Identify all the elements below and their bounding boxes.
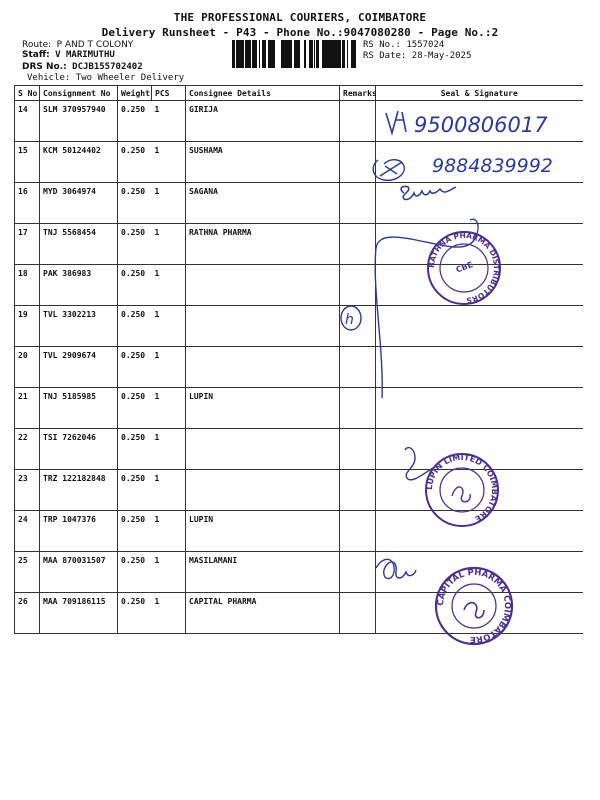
barcode-bar — [281, 40, 283, 68]
table-row — [15, 429, 583, 470]
row-consignee: RATHNA PHARMA — [186, 224, 340, 265]
barcode-bar — [324, 40, 325, 68]
row-weight: 0.250 — [118, 142, 152, 183]
table-row — [15, 265, 583, 306]
drs-label: DRS No.: — [22, 62, 67, 72]
row-sno: 17 — [15, 224, 40, 265]
row-pcs: 1 — [152, 183, 186, 224]
col-sno: S No — [15, 86, 40, 101]
lupin-stamp-text: LUPIN LIMITED COIMBATORE — [424, 452, 500, 524]
table-row — [15, 183, 583, 224]
staff-line — [22, 50, 115, 61]
row-consignment: TVL 3302213 — [40, 306, 118, 347]
row-weight: 0.250 — [118, 347, 152, 388]
barcode-bar — [316, 40, 317, 68]
barcode-bar — [234, 40, 235, 68]
barcode-bar — [322, 40, 324, 68]
runsheet-table — [14, 85, 583, 634]
row-sno: 19 — [15, 306, 40, 347]
row-weight: 0.250 — [118, 183, 152, 224]
row-consignment: TSI 7262046 — [40, 429, 118, 470]
barcode-bar — [238, 40, 240, 68]
barcode-bar — [309, 40, 310, 68]
row-seal-signature — [376, 142, 583, 183]
barcode — [232, 40, 356, 68]
vehicle-line — [27, 73, 184, 84]
barcode-bar — [259, 40, 260, 68]
barcode-bar — [268, 40, 269, 68]
row-remarks — [340, 470, 376, 511]
row-sno: 26 — [15, 593, 40, 634]
barcode-bar — [327, 40, 328, 68]
row-consignment: MAA 709186115 — [40, 593, 118, 634]
svg-text:CBE: CBE — [454, 260, 475, 275]
phone-row14-text: 9500806017 — [414, 113, 548, 137]
barcode-bar — [285, 40, 288, 68]
row-seal-signature — [376, 470, 583, 511]
table-row — [15, 470, 583, 511]
barcode-bar — [329, 40, 330, 68]
row-weight: 0.250 — [118, 511, 152, 552]
barcode-bar — [312, 40, 313, 68]
row-consignee: MASILAMANI — [186, 552, 340, 593]
row-consignment: PAK 386983 — [40, 265, 118, 306]
row-seal-signature — [376, 388, 583, 429]
barcode-bar — [336, 40, 338, 68]
row-pcs: 1 — [152, 265, 186, 306]
table-row — [15, 593, 583, 634]
row-sno: 18 — [15, 265, 40, 306]
row-sno: 15 — [15, 142, 40, 183]
row-seal-signature — [376, 429, 583, 470]
row-consignee: LUPIN — [186, 388, 340, 429]
barcode-bar — [241, 40, 243, 68]
barcode-bar — [334, 40, 336, 68]
row-pcs: 1 — [152, 429, 186, 470]
row-remarks — [340, 593, 376, 634]
barcode-bar — [232, 40, 233, 68]
barcode-bar — [353, 40, 356, 68]
row-pcs: 1 — [152, 511, 186, 552]
row-consignment: TRP 1047376 — [40, 511, 118, 552]
staff-label: Staff: — [22, 50, 50, 60]
row-seal-signature — [376, 347, 583, 388]
capital-stamp-text: CAPITAL PHARMA COIMBATORE — [435, 567, 513, 645]
row-consignment: TRZ 122182848 — [40, 470, 118, 511]
table-row — [15, 511, 583, 552]
barcode-bar — [265, 40, 266, 68]
row-remarks — [340, 142, 376, 183]
rs-date-line — [363, 51, 471, 62]
barcode-bar — [264, 40, 265, 68]
col-consignee: Consignee Details — [186, 86, 340, 101]
row-remarks — [340, 183, 376, 224]
row-consignee: SAGANA — [186, 183, 340, 224]
row-weight: 0.250 — [118, 593, 152, 634]
barcode-bar — [304, 40, 305, 68]
row-sno: 24 — [15, 511, 40, 552]
barcode-bar — [249, 40, 251, 68]
row-weight: 0.250 — [118, 552, 152, 593]
rs-date-value: 28-May-2025 — [411, 51, 472, 61]
table-row — [15, 101, 583, 142]
phone-row15-text: 9884839992 — [432, 155, 553, 177]
row-pcs: 1 — [152, 552, 186, 593]
barcode-bar — [284, 40, 285, 68]
barcode-bar — [288, 40, 290, 68]
barcode-bar — [342, 40, 345, 68]
row-seal-signature — [376, 224, 583, 265]
row-consignee — [186, 347, 340, 388]
barcode-bar — [272, 40, 273, 68]
route-label: Route: — [22, 40, 52, 50]
col-seal-signature: Seal & Signature — [376, 86, 583, 101]
row-weight: 0.250 — [118, 306, 152, 347]
barcode-bar — [310, 40, 311, 68]
table-header-row — [15, 86, 583, 101]
row-pcs: 1 — [152, 470, 186, 511]
barcode-bar — [252, 40, 253, 68]
route-value: P AND T COLONY — [56, 40, 134, 50]
barcode-bar — [330, 40, 333, 68]
barcode-bar — [351, 40, 353, 68]
row-remarks — [340, 224, 376, 265]
barcode-bar — [333, 40, 334, 68]
row-seal-signature — [376, 265, 583, 306]
barcode-bar — [253, 40, 255, 68]
barcode-bar — [273, 40, 275, 68]
row-seal-signature — [376, 306, 583, 347]
rs-no-label: RS No.: — [363, 40, 401, 50]
vehicle-label: Vehicle: — [27, 73, 71, 83]
row-weight: 0.250 — [118, 265, 152, 306]
row-seal-signature — [376, 101, 583, 142]
row-consignee — [186, 470, 340, 511]
row-pcs: 1 — [152, 347, 186, 388]
staff-value: V MARIMUTHU — [55, 50, 115, 60]
row-consignee — [186, 265, 340, 306]
col-remarks: Remarks — [340, 86, 376, 101]
row-consignment: MAA 870031507 — [40, 552, 118, 593]
row-consignee: SUSHAMA — [186, 142, 340, 183]
row-consignment: SLM 370957940 — [40, 101, 118, 142]
row-sno: 22 — [15, 429, 40, 470]
barcode-bar — [299, 40, 300, 68]
row-consignee: CAPITAL PHARMA — [186, 593, 340, 634]
row-consignment: MYD 3064974 — [40, 183, 118, 224]
barcode-bar — [270, 40, 272, 68]
row-remarks — [340, 306, 376, 347]
barcode-bar — [314, 40, 315, 68]
row-pcs: 1 — [152, 101, 186, 142]
drs-line — [22, 62, 143, 73]
table-row — [15, 388, 583, 429]
row-sno: 23 — [15, 470, 40, 511]
drs-value: DCJB155702402 — [72, 62, 143, 72]
row-sno: 20 — [15, 347, 40, 388]
row-pcs: 1 — [152, 593, 186, 634]
rs-no-line — [363, 40, 444, 51]
barcode-bar — [236, 40, 238, 68]
barcode-bar — [283, 40, 284, 68]
row-consignment: TVL 2909674 — [40, 347, 118, 388]
row-remarks — [340, 101, 376, 142]
runsheet-title: Delivery Runsheet - P43 - Phone No.:9047080280 - Page No.:2 — [101, 26, 499, 39]
row-consignee: LUPIN — [186, 511, 340, 552]
barcode-bar — [294, 40, 296, 68]
row-consignee — [186, 306, 340, 347]
row-remarks — [340, 429, 376, 470]
row-seal-signature — [376, 183, 583, 224]
row-weight: 0.250 — [118, 224, 152, 265]
row-consignee — [186, 429, 340, 470]
row-sno: 25 — [15, 552, 40, 593]
barcode-bar — [243, 40, 244, 68]
row-consignment: TNJ 5568454 — [40, 224, 118, 265]
table-row — [15, 306, 583, 347]
rs-date-label: RS Date: — [363, 51, 407, 61]
row-consignment: TNJ 5185985 — [40, 388, 118, 429]
row-sno: 14 — [15, 101, 40, 142]
barcode-bar — [317, 40, 318, 68]
row-seal-signature — [376, 511, 583, 552]
barcode-bar — [233, 40, 234, 68]
table-row — [15, 224, 583, 265]
col-consignment: Consignment No — [40, 86, 118, 101]
company-title: THE PROFESSIONAL COURIERS, COIMBATORE — [173, 11, 427, 24]
rathna-stamp-text: RATHNA PHARMA DISTRIBUTORS — [426, 230, 502, 305]
table-row — [15, 347, 583, 388]
row-remarks — [340, 388, 376, 429]
barcode-bar — [296, 40, 299, 68]
barcode-bar — [247, 40, 249, 68]
barcode-bar — [240, 40, 241, 68]
row-weight: 0.250 — [118, 470, 152, 511]
row-seal-signature — [376, 593, 583, 634]
barcode-bar — [262, 40, 264, 68]
barcode-bar — [318, 40, 319, 68]
barcode-bar — [245, 40, 247, 68]
barcode-bar — [305, 40, 306, 68]
row-remarks — [340, 552, 376, 593]
row-pcs: 1 — [152, 388, 186, 429]
row-sno: 16 — [15, 183, 40, 224]
vehicle-value: Two Wheeler Delivery — [75, 73, 185, 83]
barcode-bar — [325, 40, 327, 68]
row-consignee: GIRIJA — [186, 101, 340, 142]
row-consignment: KCM 50124402 — [40, 142, 118, 183]
barcode-bar — [347, 40, 348, 68]
barcode-bar — [269, 40, 270, 68]
barcode-bar — [290, 40, 292, 68]
row-remarks — [340, 511, 376, 552]
row-weight: 0.250 — [118, 101, 152, 142]
table-row — [15, 552, 583, 593]
row-remarks — [340, 347, 376, 388]
rs-no-value: 1557024 — [406, 40, 445, 50]
row-sno: 21 — [15, 388, 40, 429]
barcode-bar — [311, 40, 312, 68]
row-remarks — [340, 265, 376, 306]
row-pcs: 1 — [152, 224, 186, 265]
barcode-bar — [255, 40, 257, 68]
barcode-bar — [338, 40, 341, 68]
col-weight: Weight — [118, 86, 152, 101]
barcode-bar — [328, 40, 329, 68]
col-pcs: PCS — [152, 86, 186, 101]
table-row — [15, 142, 583, 183]
row-weight: 0.250 — [118, 388, 152, 429]
remarks-mark-text: h — [345, 312, 354, 328]
row-seal-signature — [376, 552, 583, 593]
row-pcs: 1 — [152, 306, 186, 347]
row-weight: 0.250 — [118, 429, 152, 470]
row-pcs: 1 — [152, 142, 186, 183]
